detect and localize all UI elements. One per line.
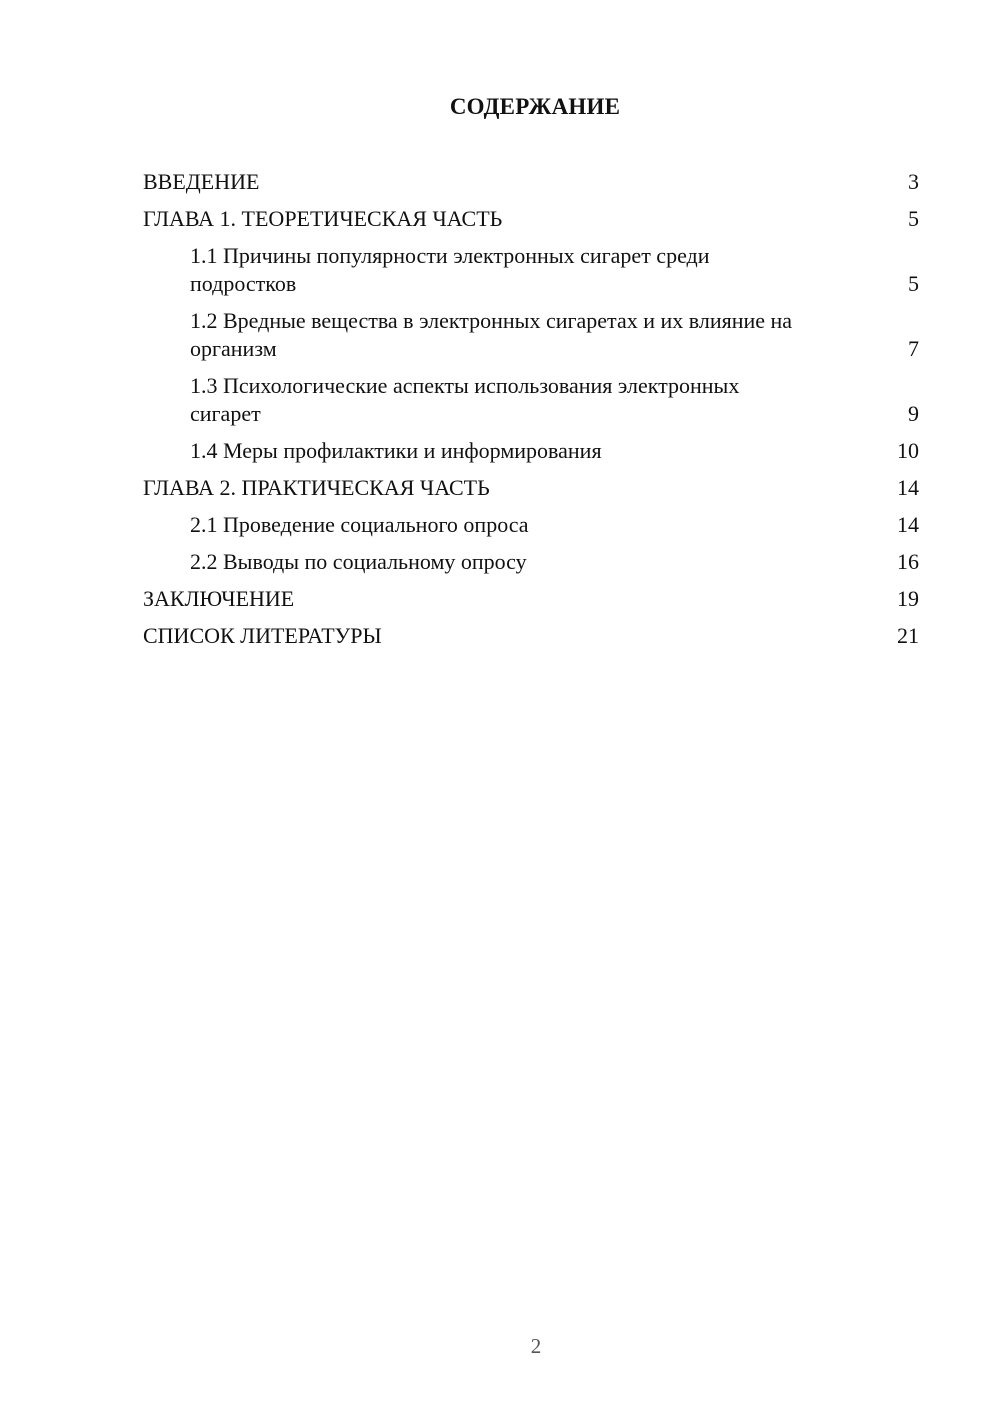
page-number: 2 xyxy=(530,1334,542,1358)
toc-entry-page: 5 xyxy=(908,271,919,296)
toc-entry-text: ВВЕДЕНИЕ xyxy=(143,169,260,194)
toc-entry-page: 21 xyxy=(897,623,919,648)
toc-entry-page: 14 xyxy=(897,512,919,537)
toc-entry-text: ГЛАВА 1. ТЕОРЕТИЧЕСКАЯ ЧАСТЬ xyxy=(143,206,503,231)
toc-entry-text: 1.1 Причины популярности электронных сигарет среди подростков xyxy=(190,243,710,296)
toc-entry-page: 19 xyxy=(897,586,919,611)
toc-entry-section-1-1[interactable] xyxy=(143,242,919,298)
toc-entry-introduction[interactable] xyxy=(143,168,919,196)
toc-entry-page: 10 xyxy=(897,438,919,463)
toc-entry-text: 1.3 Психологические аспекты использования электронных сигарет xyxy=(190,373,740,426)
toc-entry-bibliography[interactable] xyxy=(143,622,919,650)
table-of-contents xyxy=(143,168,919,659)
toc-entry-text: ЗАКЛЮЧЕНИЕ xyxy=(143,586,295,611)
toc-entry-text: ГЛАВА 2. ПРАКТИЧЕСКАЯ ЧАСТЬ xyxy=(143,475,490,500)
toc-entry-chapter-2[interactable] xyxy=(143,474,919,502)
toc-entry-conclusion[interactable] xyxy=(143,585,919,613)
toc-entry-page: 14 xyxy=(897,475,919,500)
toc-entry-section-1-2[interactable] xyxy=(143,307,919,363)
toc-entry-text: 1.2 Вредные вещества в электронных сигаретах и их влияние на организм xyxy=(190,308,793,361)
page-title: СОДЕРЖАНИЕ xyxy=(449,94,621,119)
toc-entry-chapter-1[interactable] xyxy=(143,205,919,233)
toc-entry-section-1-4[interactable] xyxy=(143,437,919,465)
toc-entry-section-1-3[interactable] xyxy=(143,372,919,428)
toc-entry-page: 3 xyxy=(908,169,919,194)
toc-entry-page: 16 xyxy=(897,549,919,574)
toc-entry-text: 2.2 Выводы по социальному опросу xyxy=(190,549,527,574)
toc-entry-page: 9 xyxy=(908,401,919,426)
toc-entry-page: 7 xyxy=(908,336,919,361)
toc-entry-text: 2.1 Проведение социального опроса xyxy=(190,512,529,537)
toc-entry-section-2-1[interactable] xyxy=(143,511,919,539)
toc-entry-section-2-2[interactable] xyxy=(143,548,919,576)
toc-entry-text: 1.4 Меры профилактики и информирования xyxy=(190,438,602,463)
toc-entry-page: 5 xyxy=(908,206,919,231)
toc-entry-text: СПИСОК ЛИТЕРАТУРЫ xyxy=(143,623,382,648)
